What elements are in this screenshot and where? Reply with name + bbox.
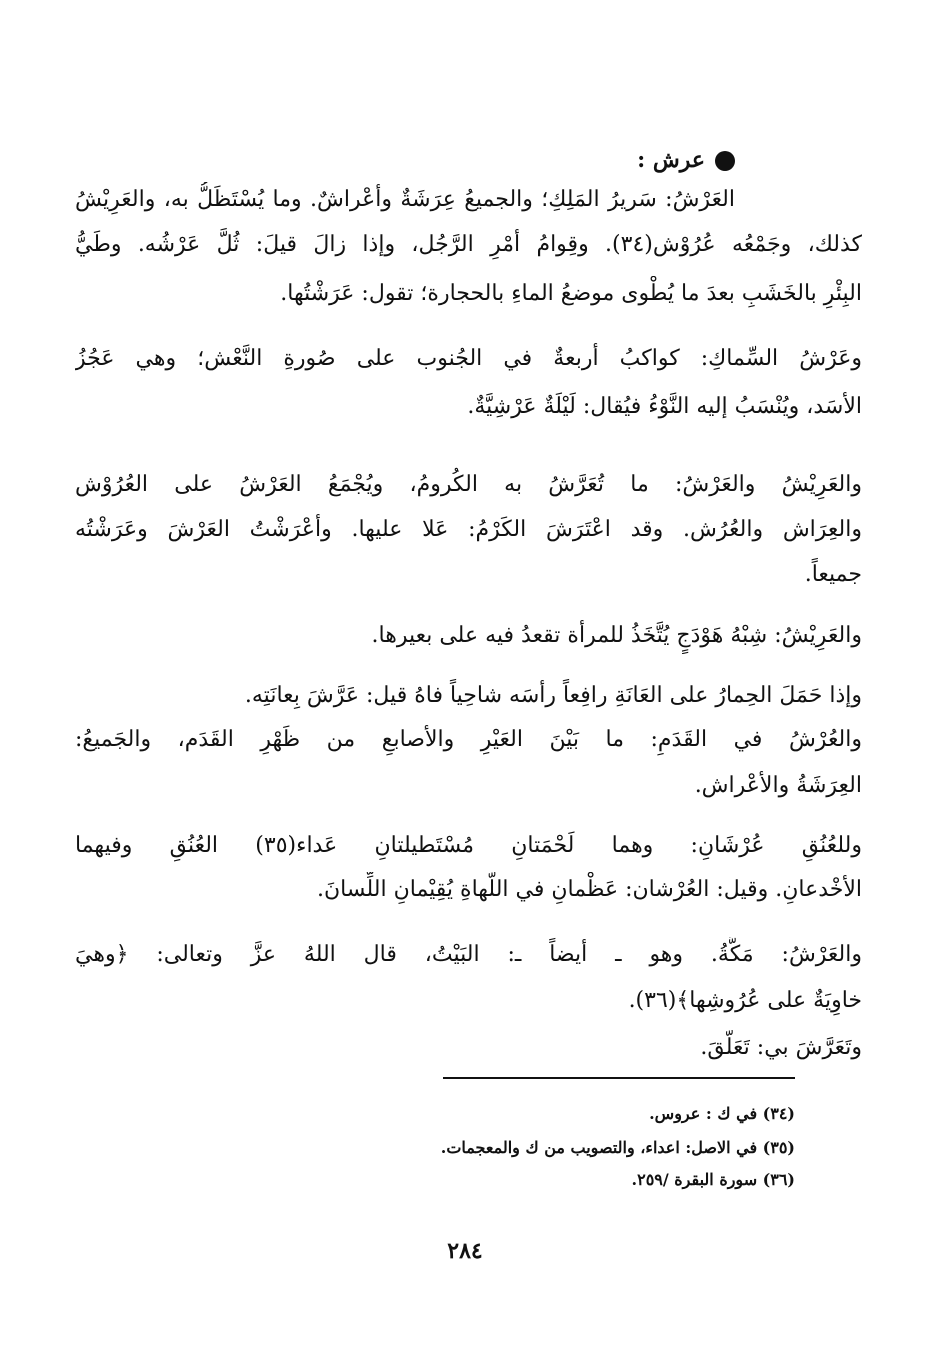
bullet-icon bbox=[715, 151, 735, 171]
text-line: البِئْرِ بالخَشَبِ بعدَ ما يُطْوى موضعُ الماءِ بالحجارة؛ تقول: عَرَشْتُها. bbox=[280, 281, 862, 306]
footnote: (٣٥) في الاصل: اعداء، والتصويب من ك والمعجمات. bbox=[440, 1138, 795, 1157]
text-line: جميعاً. bbox=[804, 562, 862, 587]
heading-text: عرش : bbox=[637, 147, 705, 173]
text-line: الأخْدعانِ. وقيل: العُرْشان: عَظْمانِ في اللَّهاةِ يُقِيْمانِ اللِّسانَ. bbox=[317, 877, 862, 902]
text-line: الأسَد، ويُنْسَبُ إليه النَّوْءُ فيُقال: لَيْلَةٌ عَرْشِيَّةٌ. bbox=[467, 394, 862, 419]
text-line: والعَرِيْشُ: شِبْهُ هَوْدَجٍ يُتَّخَذُ للمرأة تقعدُ فيه على بعيرها. bbox=[371, 623, 862, 648]
text-line: العَرْشُ: سَريرُ المَلِكِ؛ والجميعُ عِرَشَةٌ وأعْراشٌ. وما يُسْتَظَلُّ به، والعَرِيْشُ bbox=[75, 187, 735, 212]
text-line: وعَرْشُ السِّماكِ: كواكبُ أربعةٌ في الجُنوب على صُورةِ النَّعْش؛ وهي عَجُزُ bbox=[75, 346, 862, 371]
page-number: ٢٨٤ bbox=[447, 1238, 483, 1264]
text-line: والعَرِيْشُ والعَرْشُ: ما تُعَرَّشُ به الكُرومُ، ويُجْمَعُ العَرْشُ على العُرُوْش bbox=[75, 472, 862, 497]
footnote-separator bbox=[443, 1077, 795, 1079]
footnote: (٣٤) في ك : عروس. bbox=[649, 1104, 795, 1123]
text-line: العِرَشَةُ والأعْراش. bbox=[694, 773, 862, 798]
footnote: (٣٦) سورة البقرة /٢٥٩. bbox=[631, 1170, 795, 1189]
entry-heading bbox=[75, 142, 735, 178]
text-line: وإذا حَمَلَ الحِمارُ على العَانَةِ رافِعاً رأسَه شاحِياً فاهُ قيل: عَرَّشَ بِعانَتِه. bbox=[244, 683, 862, 708]
text-line: وللعُنُقِ عُرْشَانِ: وهما لَحْمَتانِ مُسْتَطيلتانِ عَداء(٣٥) العُنُقِ وفيهما bbox=[75, 833, 862, 858]
text-line: خاوِيَةٌ على عُرُوشِها﴾(٣٦). bbox=[628, 988, 862, 1013]
text-line: وتَعَرَّشَ بي: تَعَلَّقَ. bbox=[700, 1035, 862, 1060]
text-line: والعُرْشُ في القَدَمِ: ما بَيْنَ العَيْرِ والأصابعِ من ظَهْرِ القَدَم، والجَميعُ: bbox=[75, 727, 862, 752]
text-line: والعِرَاش والعُرُش. وقد اعْتَرَشَ الكَرْمُ: عَلا عليها. وأعْرَشْتُ العَرْشَ وعَرَشْتُه bbox=[75, 517, 862, 542]
text-line: كذلك، وجَمْعُه عُرُوْش(٣٤). وقِوامُ أمْرِ الرَّجُل، وإذا زالَ قيلَ: ثُلَّ عَرْشُه. وطَيُّ bbox=[75, 232, 862, 257]
text-line: والعَرْشُ: مَكَّةُ. وهو ـ أيضاً ـ: البَيْتُ، قال اللهُ عزَّ وتعالى: ﴿وهيَ bbox=[75, 942, 862, 967]
